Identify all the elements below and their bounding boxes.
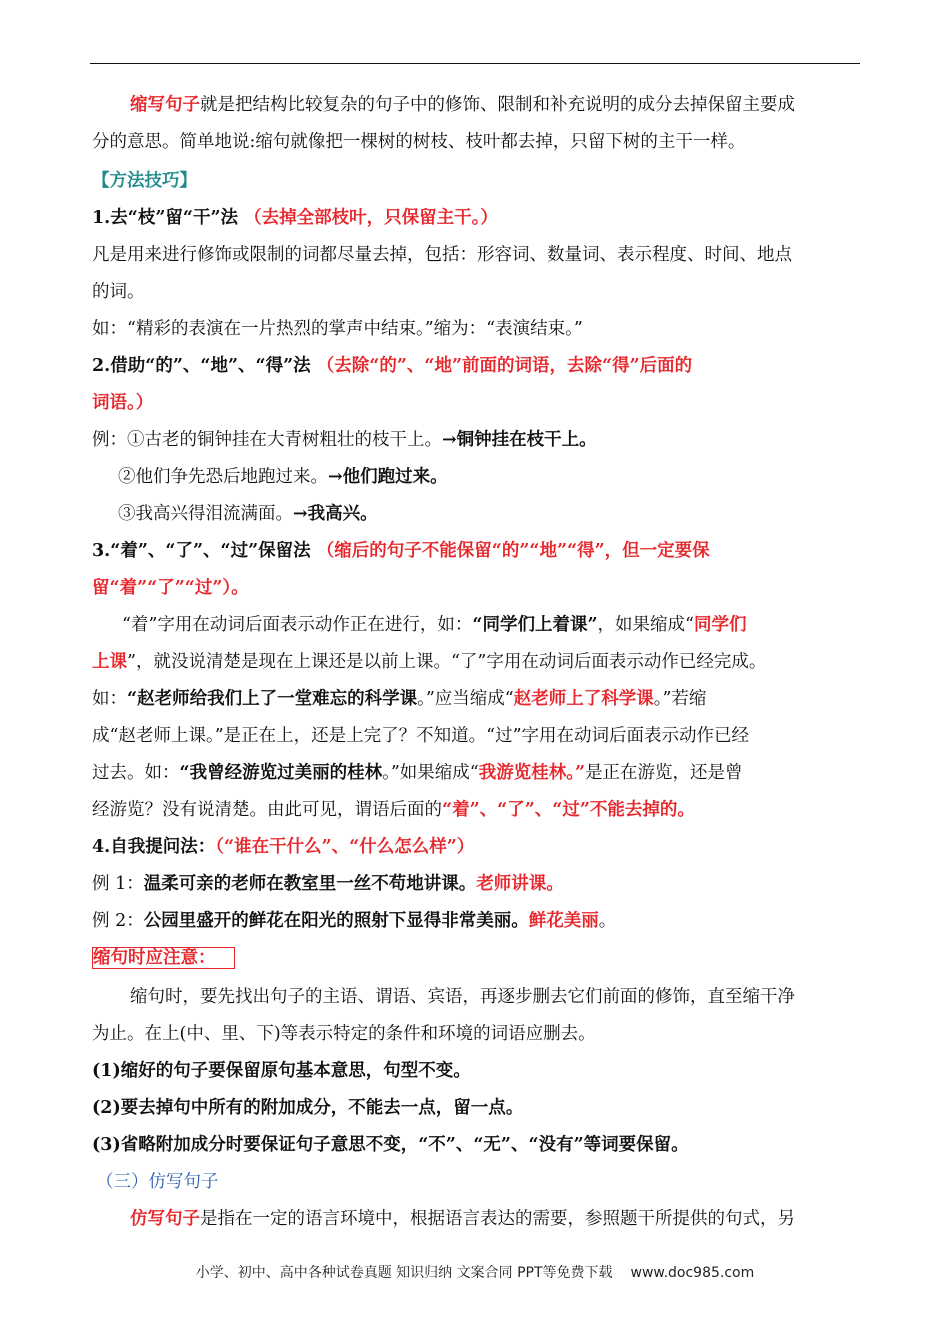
section-heading: 【方法技巧】	[92, 171, 197, 191]
notice-para-2: 为止。在上(中、里、下)等表示特定的条件和环境的词语应删去。	[92, 1024, 596, 1044]
intro-line-1: 缩写句子就是把结构比较复杂的句子中的修饰、限制和补充说明的成分去掉保留主要成	[130, 95, 795, 115]
method-4-title: 4.自我提问法：（“谁在干什么”、“什么怎么样”）	[92, 837, 475, 857]
method-2-example-3: ③我高兴得泪流满面。→我高兴。	[118, 504, 378, 524]
method-3-note-cont: 留“着”“了”“过”）。	[92, 578, 249, 598]
method-3-para-3: 如：“赵老师给我们上了一堂难忘的科学课。”应当缩成“赵老师上了科学课。”若缩	[92, 689, 707, 709]
header-rule	[90, 63, 860, 64]
method-2-note-cont: 词语。）	[92, 393, 154, 413]
method-1-desc-cont: 的词。	[92, 282, 145, 302]
method-3-para-1: “着”字用在动词后面表示动作正在进行，如：“同学们上着课”，如果缩成“同学们	[122, 615, 747, 635]
method-1-desc: 凡是用来进行修饰或限制的词都尽量去掉，包括：形容词、数量词、表示程度、时间、地点	[92, 245, 792, 265]
notice-rule-1: (1)缩好的句子要保留原句基本意思，句型不变。	[92, 1061, 471, 1081]
page-footer	[0, 1262, 950, 1282]
section-3-heading: （三）仿写句子	[96, 1172, 219, 1192]
method-2-example-2: ②他们争先恐后地跑过来。→他们跑过来。	[118, 467, 448, 487]
notice-rule-2: (2)要去掉句中所有的附加成分，不能去一点，留一点。	[92, 1098, 524, 1118]
notice-rule-3: (3)省略附加成分时要保证句子意思不变，“不”、“无”、“没有”等词要保留。	[92, 1135, 689, 1155]
method-3-para-6: 经游览？没有说清楚。由此可见，谓语后面的“着”、“了”、“过”不能去掉的。	[92, 800, 695, 820]
section-3-para: 仿写句子是指在一定的语言环境中，根据语言表达的需要，参照题干所提供的句式，另	[130, 1209, 795, 1229]
method-3-title: 3.“着”、“了”、“过”保留法 （缩后的句子不能保留“的”“地”“得”，但一定要保	[92, 541, 710, 561]
footer-url[interactable]: www.doc985.com	[630, 1265, 755, 1281]
notice-para-1: 缩句时，要先找出句子的主语、谓语、宾语，再逐步删去它们前面的修饰，直至缩干净	[130, 987, 795, 1007]
notice-label: 缩句时应注意：	[92, 946, 862, 970]
method-2-title: 2.借助“的”、“地”、“得”法 （去除“的”、“地”前面的词语，去除“得”后面的	[92, 356, 693, 376]
method-1-example: 如：“精彩的表演在一片热烈的掌声中结束。”缩为：“表演结束。”	[92, 319, 583, 339]
method-3-para-2: 上课”，就没说清楚是现在上课还是以前上课。“了”字用在动词后面表示动作已经完成。	[92, 652, 767, 672]
method-3-para-5: 过去。如：“我曾经游览过美丽的桂林。”如果缩成“我游览桂林。”是正在游览，还是曾	[92, 763, 743, 783]
method-1-title: 1.去“枝”留“干”法 （去掉全部枝叶，只保留主干。）	[92, 208, 498, 228]
method-3-para-4: 成“赵老师上课。”是正在上，还是上完了？不知道。“过”字用在动词后面表示动作已经	[92, 726, 750, 746]
intro-line-2: 分的意思。简单地说:缩句就像把一棵树的树枝、枝叶都去掉，只留下树的主干一样。	[92, 132, 746, 152]
method-2-example-1: 例：①古老的铜钟挂在大青树粗壮的枝干上。→铜钟挂在枝干上。	[92, 430, 597, 450]
method-4-example-2: 例 2：公园里盛开的鲜花在阳光的照射下显得非常美丽。鲜花美丽。	[92, 911, 617, 931]
method-4-example-1: 例 1：温柔可亲的老师在教室里一丝不苟地讲课。老师讲课。	[92, 874, 564, 894]
footer-text: 小学、初中、高中各种试卷真题 知识归纳 文案合同 PPT等免费下载	[195, 1265, 613, 1281]
